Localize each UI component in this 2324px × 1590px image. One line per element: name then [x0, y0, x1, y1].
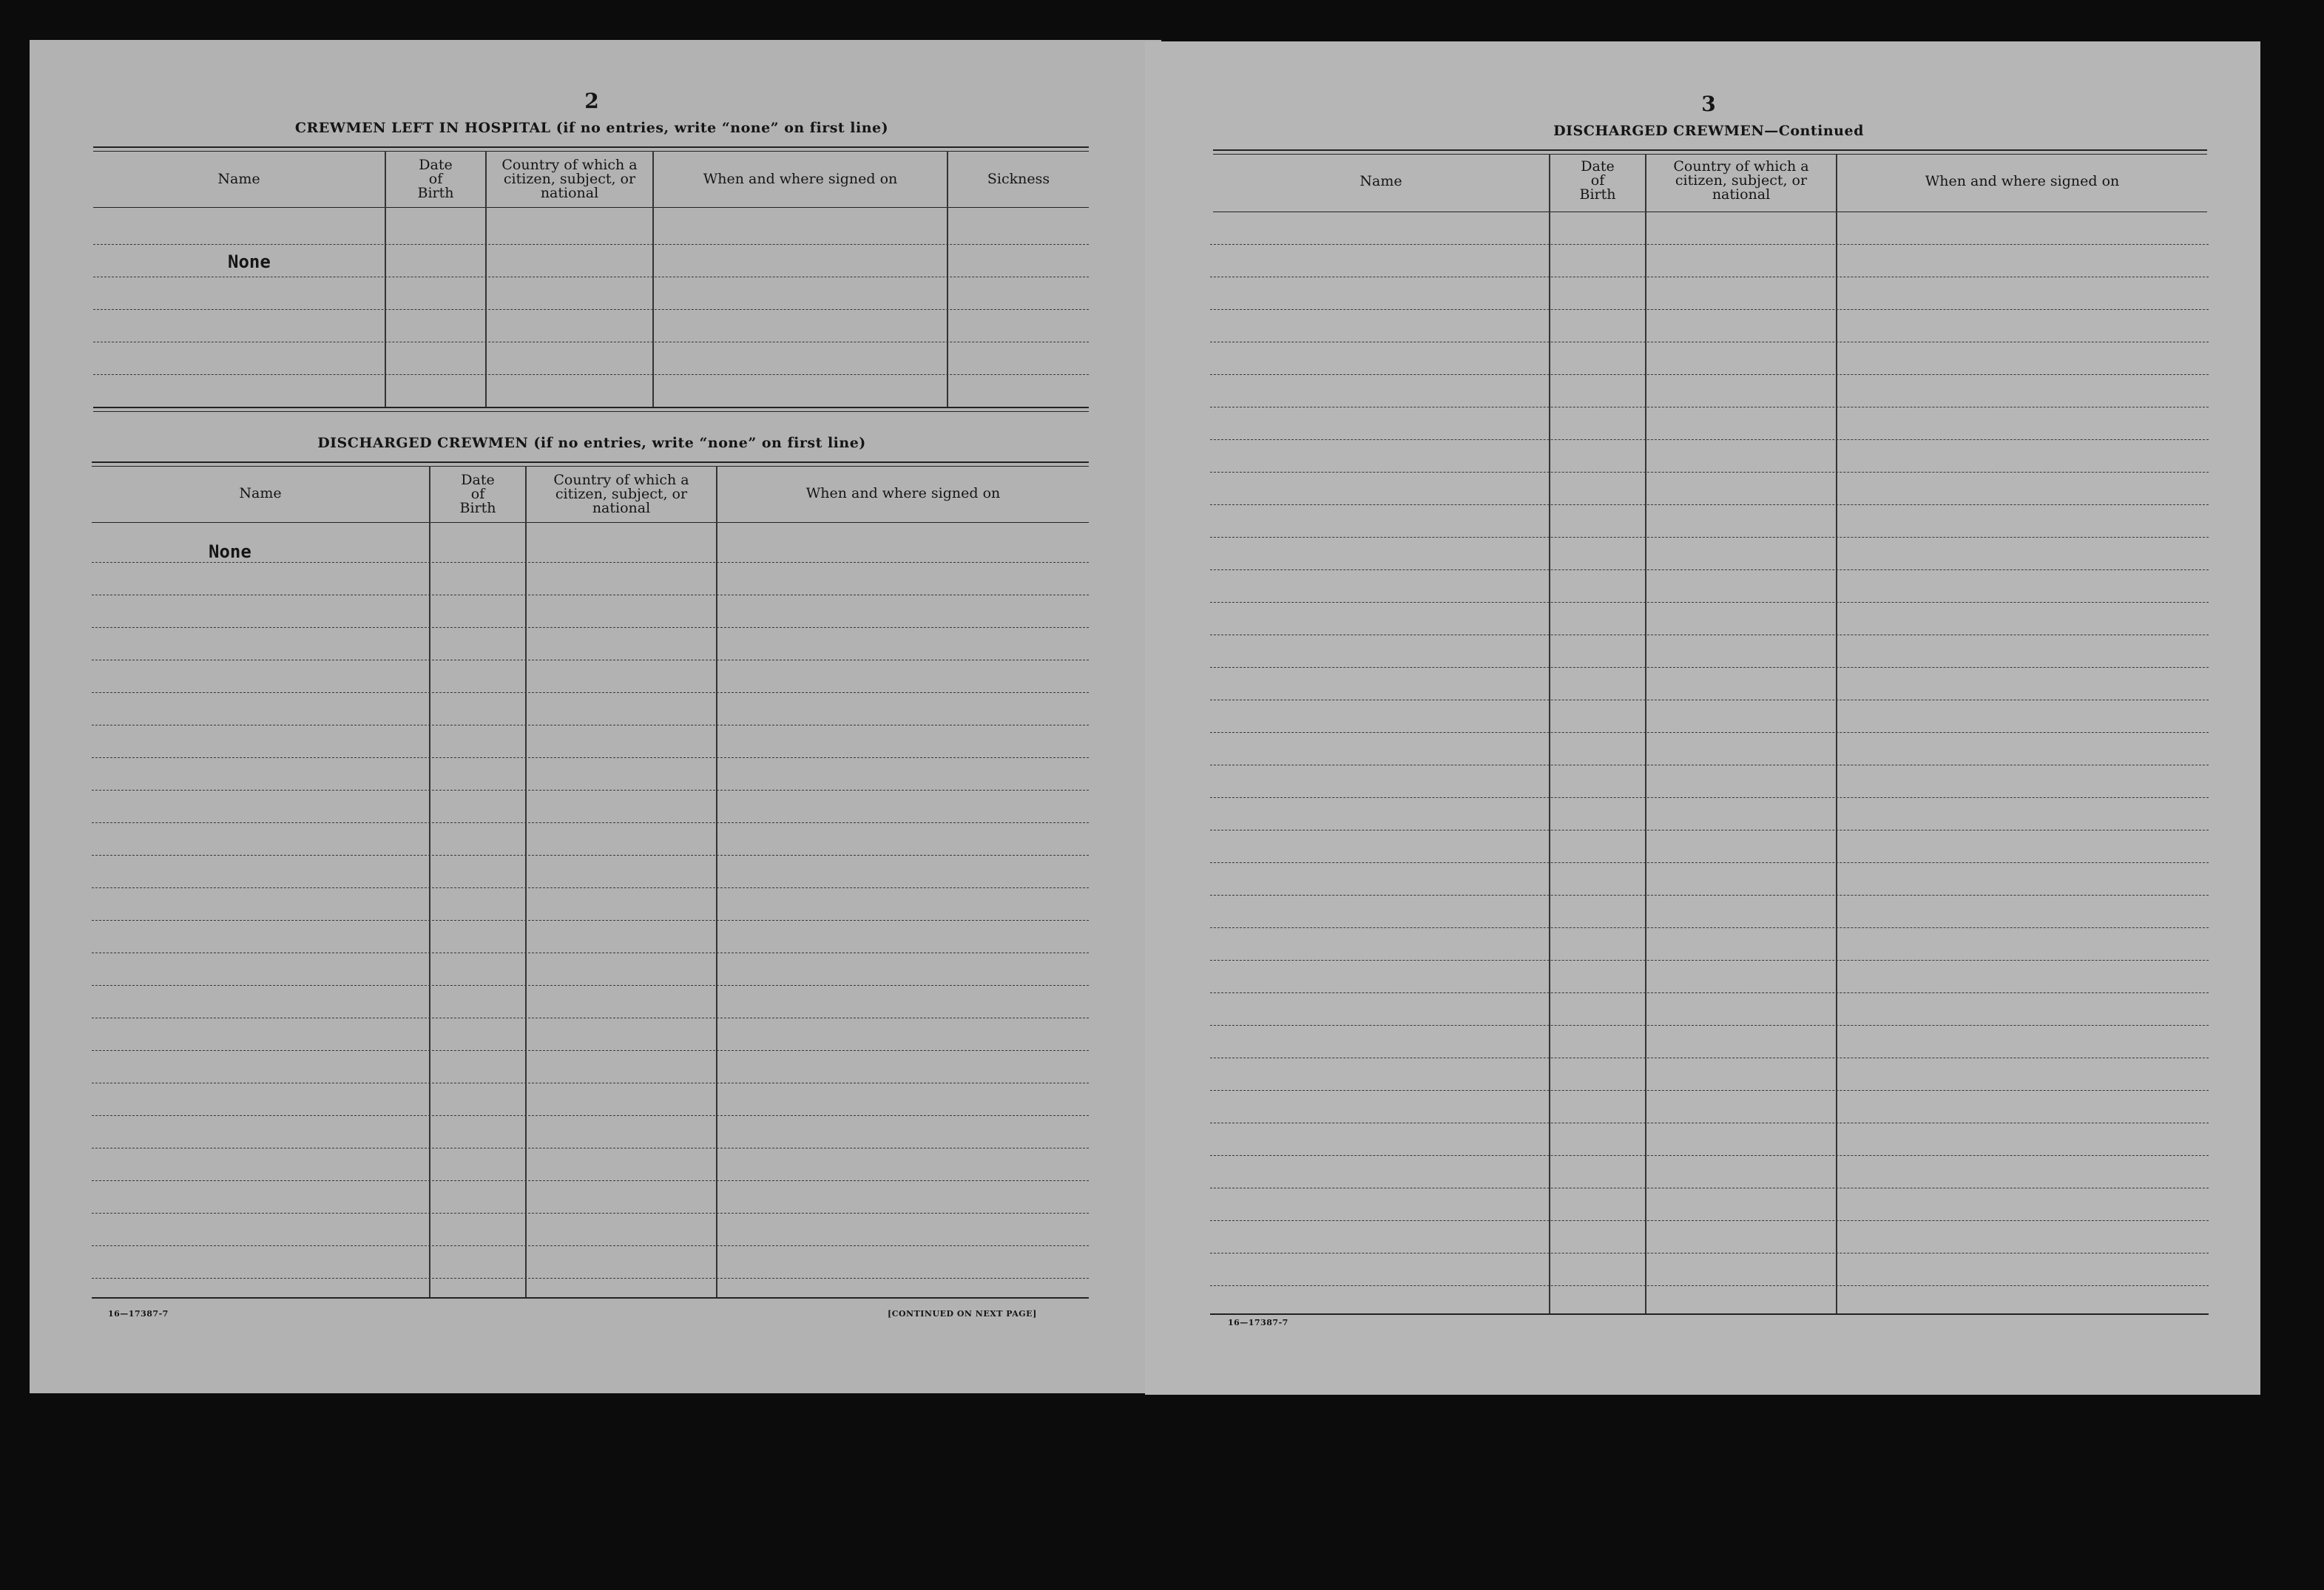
ruled-line [1210, 1220, 2209, 1221]
page3-col-name: Name [1359, 173, 1402, 189]
ruled-line [92, 920, 1089, 921]
ruled-line [92, 757, 1089, 758]
ruled-line [1210, 602, 2209, 603]
ruled-line [1210, 960, 2209, 961]
discharged-col-dob: Date of Birth [459, 472, 496, 516]
hospital-col-country: Country of which a citizen, subject, or national [501, 157, 638, 201]
page3-col-dob: Date of Birth [1579, 158, 1616, 203]
ruled-line [1210, 569, 2209, 570]
discharged-continued-title [1361, 123, 2056, 139]
ruled-line [1210, 667, 2209, 668]
ruled-line [1210, 1253, 2209, 1254]
page-2 [30, 40, 1161, 1393]
ruled-line [1210, 797, 2209, 798]
ruled-line [1210, 927, 2209, 928]
ruled-line [1210, 472, 2209, 473]
hospital-col-sickness: Sickness [987, 171, 1050, 187]
ruled-line [92, 822, 1089, 823]
discharged-continued-title-main: DISCHARGED CREWMEN [1553, 123, 1765, 139]
discharged-col-country: Country of which a citizen, subject, or national [553, 472, 689, 516]
discharged-col-signed: When and where signed on [805, 485, 1001, 501]
continued-note: [CONTINUED ON NEXT PAGE] [888, 1309, 1037, 1319]
ruled-line [92, 627, 1089, 628]
ruled-line [1210, 244, 2209, 245]
ruled-line [93, 309, 1089, 310]
ruled-line [1210, 504, 2209, 505]
hospital-title-note: (if no entries, write “none” on first line) [555, 120, 889, 136]
ruled-line [92, 1278, 1089, 1279]
ruled-line [92, 887, 1089, 888]
ruled-line [92, 562, 1089, 563]
ruled-line [93, 244, 1089, 245]
hospital-section-title [148, 120, 1036, 136]
ruled-line [1210, 862, 2209, 863]
ruled-line [92, 692, 1089, 693]
page-number-3: 3 [1701, 92, 1716, 116]
hospital-col-name: Name [217, 171, 260, 187]
discharged-entry-none: None [209, 541, 251, 562]
discharged-continued-title-suffix: —Continued [1764, 123, 1864, 139]
hospital-entry-none: None [228, 251, 271, 272]
ruled-line [93, 374, 1089, 375]
page3-col-signed: When and where signed on [1925, 173, 2120, 189]
ruled-line [1210, 1025, 2209, 1026]
ruled-line [1210, 1090, 2209, 1091]
page3-col-country: Country of which a citizen, subject, or national [1673, 158, 1809, 203]
hospital-col-signed: When and where signed on [703, 171, 898, 187]
ruled-line [1210, 1285, 2209, 1286]
form-number-page-3: 16—17387-7 [1228, 1318, 1288, 1327]
ruled-line [92, 1213, 1089, 1214]
form-number-page-2: 16—17387-7 [108, 1309, 169, 1319]
discharged-col-name: Name [239, 485, 282, 501]
page-number-2: 2 [584, 89, 599, 113]
hospital-title-main: CREWMEN LEFT IN HOSPITAL [294, 120, 551, 136]
ruled-line [92, 790, 1089, 791]
ruled-line [92, 855, 1089, 856]
ruled-line [92, 1245, 1089, 1246]
discharged-title-note: (if no entries, write “none” on first line) [533, 435, 866, 451]
ruled-line [92, 1180, 1089, 1181]
discharged-title-main: DISCHARGED CREWMEN [317, 435, 529, 451]
discharged-section-title [148, 435, 1036, 451]
ruled-line [1210, 732, 2209, 733]
ruled-line [1210, 374, 2209, 375]
ruled-line [1210, 309, 2209, 310]
ruled-line [1210, 537, 2209, 538]
ruled-line [92, 985, 1089, 986]
hospital-col-dob: Date of Birth [417, 157, 454, 201]
ruled-line [1210, 1155, 2209, 1156]
ruled-line [92, 1115, 1089, 1116]
ruled-line [92, 1050, 1089, 1051]
ruled-line [1210, 992, 2209, 993]
ruled-line [1210, 895, 2209, 896]
ruled-line [1210, 439, 2209, 440]
